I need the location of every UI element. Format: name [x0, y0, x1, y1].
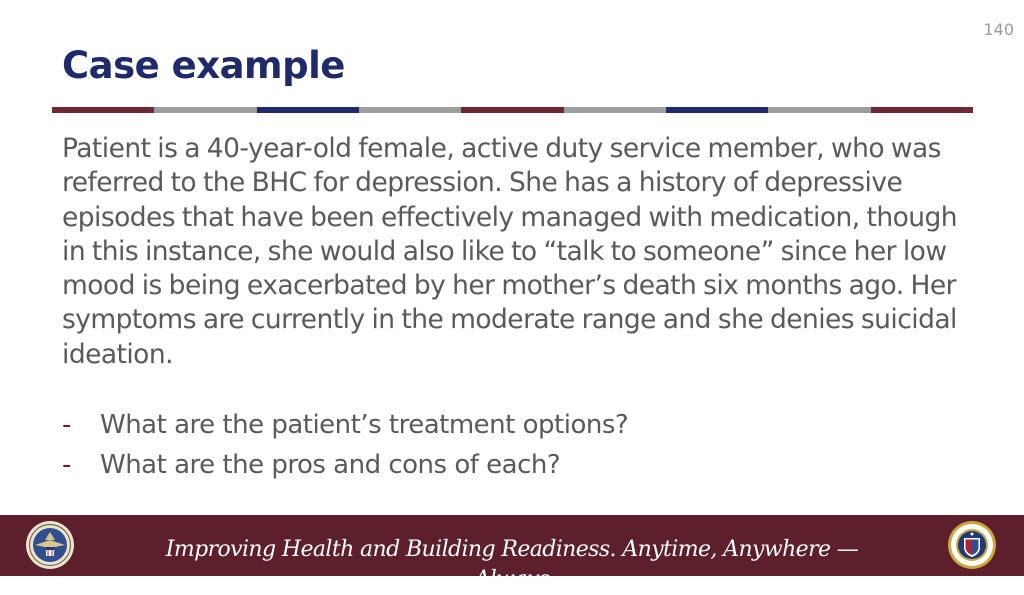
stripe-segment — [257, 107, 359, 113]
defense-health-agency-seal-icon — [947, 520, 997, 570]
bullet-marker: - — [62, 410, 71, 440]
stripe-segment — [52, 107, 154, 113]
footer-bar — [0, 515, 1024, 592]
footer-tagline: Improving Health and Building Readiness. Anytime, Anywhere — Always — [165, 537, 859, 592]
bullet-marker: - — [62, 450, 71, 480]
question-text: What are the patient’s treatment options? — [100, 410, 629, 440]
question-text: What are the pros and cons of each? — [100, 450, 561, 480]
page-number: 140 — [983, 20, 1014, 39]
stripe-segment — [461, 107, 563, 113]
case-description: Patient is a 40-year-old female, active duty service member, who was referred to the BHC for depression. She has a history of depressive episodes that have been effectively managed with medication, though in this instance, she would also like to “talk to someone” since her low mood is being exacerbated by her mother’s death six months ago. Her symptoms are currently in the moderate range and she denies suicidal ideation. — [62, 133, 958, 370]
question-list — [62, 410, 628, 490]
department-of-defense-seal-icon — [25, 520, 75, 570]
stripe-segment — [564, 107, 666, 113]
list-item — [62, 450, 628, 490]
stripe-segment — [154, 107, 256, 113]
stripe-segment — [359, 107, 461, 113]
stripe-segment — [871, 107, 973, 113]
stripe-segment — [768, 107, 870, 113]
slide-title: Case example — [62, 44, 345, 87]
title-divider-stripe — [52, 107, 973, 113]
stripe-segment — [666, 107, 768, 113]
list-item — [62, 410, 628, 450]
